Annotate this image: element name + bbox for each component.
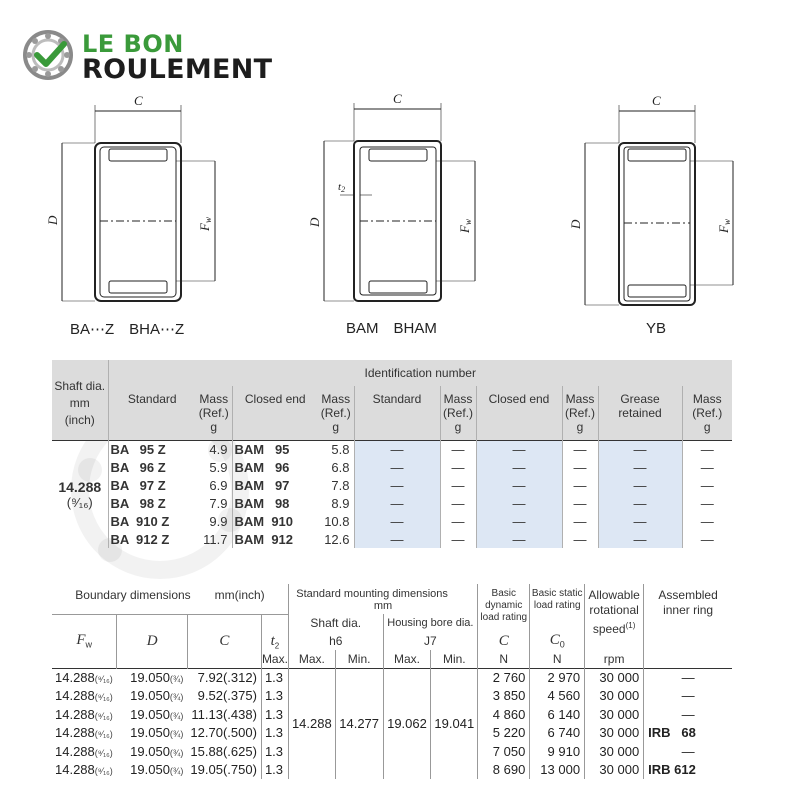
empty-cell: — [598, 476, 682, 494]
c-header: C [187, 614, 261, 668]
drawing-1-fw-label: Fw [197, 217, 213, 231]
empty-cell: — [354, 458, 440, 476]
empty-cell: — [598, 530, 682, 548]
empty-cell: — [440, 512, 476, 530]
housing-tolerance: J7 [383, 632, 478, 650]
drawing-bam [324, 103, 475, 301]
empty-cell: — [682, 512, 732, 530]
closed-end-mass: 8.9 [331, 495, 350, 511]
housing-min-value: 19.041 [431, 668, 478, 779]
table-row [52, 512, 732, 530]
empty-cell: — [476, 458, 562, 476]
unit-n: N [478, 650, 530, 668]
d-value: 19.050(¾) [130, 688, 184, 704]
c-value: 7.92(.312) [187, 668, 261, 687]
speed-value: 30 000 [585, 761, 644, 780]
speed-header: Allowable rotational speed$^{(1)}$ [585, 584, 644, 650]
fw-value: 14.288(⁹⁄₁₆) [52, 668, 117, 687]
dimensions-table [52, 584, 732, 779]
shaft-diameter: 14.288 (⁹⁄₁₆) [58, 478, 102, 510]
drawing-yb [585, 105, 733, 305]
closed-end-header: Closed end [232, 386, 318, 440]
logo-line-1: LE BON [82, 30, 184, 58]
empty-cell: — [682, 494, 732, 512]
shaft-min-value: 14.277 [335, 668, 383, 779]
drawing-1-c-label: C [134, 93, 143, 108]
t2-value: 1.3 [261, 724, 288, 743]
static-load-value: 2 970 [530, 668, 585, 687]
closed-end-mass: 12.6 [324, 531, 350, 547]
static-load-value: 4 560 [530, 687, 585, 706]
drawing-1-caption: BA⋯Z BHA⋯Z [70, 321, 185, 338]
assembled-unit-blank [644, 650, 732, 668]
fw-value: 14.288(⁹⁄₁₆) [55, 725, 113, 741]
brand-logo [22, 26, 302, 86]
empty-cell: — [354, 530, 440, 548]
empty-cell: — [562, 512, 598, 530]
d-value: 19.050(¾) [117, 668, 188, 687]
drawing-2-d-label: D [307, 217, 322, 227]
empty-cell: — [562, 494, 598, 512]
standard-part-number: BA 912 Z [108, 530, 196, 548]
drawing-3-c-label: C [652, 93, 661, 108]
bearing-drawings [0, 85, 800, 355]
empty-cell: — [440, 476, 476, 494]
shaft-dia-header: Shaft dia. mm (inch) [52, 360, 108, 440]
closed-end-mass: 5.8 [331, 441, 350, 457]
d-value: 19.050(¾) [130, 706, 184, 722]
c-value: 11.13(.438) [191, 706, 257, 722]
identification-table [52, 360, 732, 548]
standard-header: Standard [354, 386, 440, 440]
assembled-ring-value: IRB 612 [644, 761, 732, 780]
mass-header: Mass (Ref.) g [196, 386, 232, 440]
static-load-value: 6 740 [530, 724, 585, 743]
empty-cell: — [562, 458, 598, 476]
shaft-dia-header: Shaft dia. [288, 614, 383, 632]
drawing-3-fw-label: Fw [716, 219, 732, 233]
dynamic-load-value: 8 690 [478, 761, 530, 780]
dynamic-load-value: 3 850 [478, 687, 530, 706]
d-value: 19.050(¾) [130, 725, 184, 741]
closed-end-part-number: BAM 912 [232, 530, 318, 548]
table-row [52, 476, 732, 494]
drawing-2-fw-label: Fw [457, 219, 473, 233]
mass-header: Mass (Ref.) g [440, 386, 476, 440]
assembled-ring-header: Assembled inner ring [644, 584, 732, 650]
mounting-dimensions-header: Standard mounting dimensions mm [288, 584, 477, 614]
empty-cell: — [440, 494, 476, 512]
shaft-max-value: 14.288 [288, 668, 335, 779]
shaft-min-header: Min. [335, 650, 383, 668]
dynamic-load-header: Basic dynamic load rating [478, 584, 530, 632]
static-load-value: 13 000 [530, 761, 585, 780]
assembled-ring-value: — [644, 742, 732, 761]
standard-mass: 5.9 [209, 459, 228, 475]
t2-value: 1.3 [261, 668, 288, 687]
housing-max-value: 19.062 [383, 668, 431, 779]
empty-cell: — [562, 530, 598, 548]
table-row [52, 668, 732, 687]
boundary-dimensions-header: Boundary dimensions mm(inch) [75, 588, 265, 602]
standard-mass: 11.7 [203, 531, 228, 547]
drawing-2-t2-label: t2 [338, 181, 346, 194]
closed-end-header: Closed end [476, 386, 562, 440]
fw-value: 14.288(⁹⁄₁₆) [55, 688, 113, 704]
t2-max: Max. [261, 650, 288, 668]
t2-value: 1.3 [261, 761, 288, 780]
empty-cell: — [682, 458, 732, 476]
mass-header: Mass (Ref.) g [562, 386, 598, 440]
table-row [52, 530, 732, 548]
d-header: D [117, 614, 188, 668]
empty-cell: — [682, 530, 732, 548]
standard-part-number: BA 96 Z [108, 458, 196, 476]
dynamic-symbol: C [478, 632, 530, 650]
logo-line-2: ROULEMENT [82, 54, 273, 85]
drawing-3-caption: YB [646, 320, 667, 337]
drawing-ba-z [62, 105, 215, 301]
closed-end-part-number: BAM 95 [232, 440, 318, 458]
static-symbol: $C_0$ [530, 632, 585, 650]
speed-value: 30 000 [585, 724, 644, 743]
table-row [52, 458, 732, 476]
empty-cell: — [476, 512, 562, 530]
drawing-2-caption: BAM BHAM [346, 320, 437, 337]
static-load-header: Basic static load rating [530, 584, 585, 632]
closed-end-mass: 7.8 [331, 477, 350, 493]
drawing-2-c-label: C [393, 91, 402, 106]
closed-end-mass: 6.8 [331, 459, 350, 475]
dynamic-load-value: 5 220 [478, 724, 530, 743]
dynamic-load-value: 7 050 [478, 742, 530, 761]
closed-end-mass: 10.8 [324, 513, 350, 529]
closed-end-part-number: BAM 910 [232, 512, 318, 530]
empty-cell: — [354, 512, 440, 530]
t2-header: $t_2$ [261, 614, 288, 650]
empty-cell: — [354, 494, 440, 512]
housing-max-header: Max. [383, 650, 431, 668]
c-value: 15.88(.625) [190, 743, 257, 759]
table-row [52, 440, 732, 458]
c-value: 9.52(.375) [197, 688, 257, 704]
closed-end-part-number: BAM 98 [232, 494, 318, 512]
static-load-value: 9 910 [530, 742, 585, 761]
mass-header: Mass (Ref.) g [318, 386, 354, 440]
standard-mass: 6.9 [209, 477, 228, 493]
assembled-ring-value: IRB 68 [644, 724, 732, 743]
empty-cell: — [682, 440, 732, 458]
empty-cell: — [476, 530, 562, 548]
t2-value: 1.3 [261, 687, 288, 706]
drawing-3-d-label: D [568, 219, 583, 229]
unit-rpm: rpm [585, 650, 644, 668]
standard-part-number: BA 97 Z [108, 476, 196, 494]
d-value: 19.050(¾) [130, 762, 184, 778]
c-value: 12.70(.500) [190, 725, 257, 741]
closed-end-part-number: BAM 96 [232, 458, 318, 476]
speed-value: 30 000 [585, 687, 644, 706]
unit-n: N [530, 650, 585, 668]
table-row [52, 494, 732, 512]
assembled-ring-value: — [644, 668, 732, 687]
standard-mass: 4.9 [209, 441, 228, 457]
grease-retained-header: Grease retained [598, 386, 682, 440]
standard-mass: 9.9 [209, 513, 228, 529]
c-value: 19.05(.750) [190, 762, 257, 778]
empty-cell: — [476, 476, 562, 494]
mass-header: Mass (Ref.) g [682, 386, 732, 440]
empty-cell: — [476, 440, 562, 458]
housing-bore-header: Housing bore dia. [383, 614, 478, 632]
standard-mass: 7.9 [209, 495, 228, 511]
empty-cell: — [562, 476, 598, 494]
standard-part-number: BA 910 Z [108, 512, 196, 530]
empty-cell: — [440, 458, 476, 476]
speed-value: 30 000 [585, 705, 644, 724]
empty-cell: — [476, 494, 562, 512]
dynamic-load-value: 4 860 [478, 705, 530, 724]
identification-number-header: Identification number [108, 360, 732, 386]
fw-header: $F_w$ [52, 614, 117, 668]
shaft-max-header: Max. [288, 650, 335, 668]
fw-value: 14.288(⁹⁄₁₆) [55, 706, 113, 722]
empty-cell: — [598, 440, 682, 458]
housing-min-header: Min. [431, 650, 478, 668]
empty-cell: — [440, 530, 476, 548]
closed-end-part-number: BAM 97 [232, 476, 318, 494]
bearing-check-icon [22, 28, 76, 82]
standard-part-number: BA 98 Z [108, 494, 196, 512]
static-load-value: 6 140 [530, 705, 585, 724]
standard-header: Standard [108, 386, 196, 440]
speed-value: 30 000 [585, 742, 644, 761]
shaft-tolerance: h6 [288, 632, 383, 650]
drawing-1-d-label: D [45, 215, 60, 225]
t2-value: 1.3 [261, 742, 288, 761]
empty-cell: — [354, 476, 440, 494]
empty-cell: — [682, 476, 732, 494]
dynamic-load-value: 2 760 [478, 668, 530, 687]
fw-value: 14.288(⁹⁄₁₆) [55, 743, 113, 759]
speed-value: 30 000 [585, 668, 644, 687]
t2-value: 1.3 [261, 705, 288, 724]
empty-cell: — [354, 440, 440, 458]
assembled-ring-value: — [644, 705, 732, 724]
assembled-ring-value: — [644, 687, 732, 706]
d-value: 19.050(¾) [130, 743, 184, 759]
empty-cell: — [440, 440, 476, 458]
empty-cell: — [598, 494, 682, 512]
empty-cell: — [598, 512, 682, 530]
empty-cell: — [562, 440, 598, 458]
fw-value: 14.288(⁹⁄₁₆) [55, 762, 113, 778]
standard-part-number: BA 95 Z [108, 440, 196, 458]
empty-cell: — [598, 458, 682, 476]
